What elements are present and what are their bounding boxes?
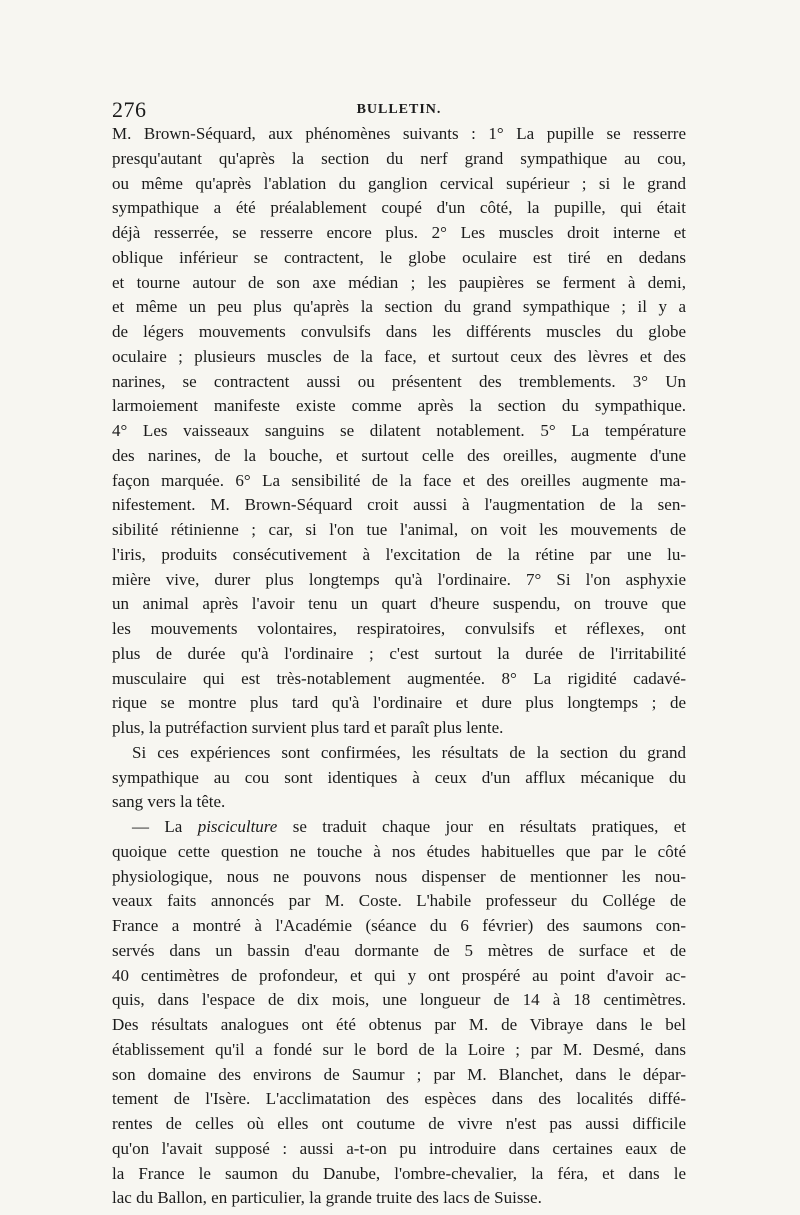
emphasis-pisciculture: pisciculture (197, 817, 278, 836)
text-line: 4° Les vaisseaux sanguins se dilatent notablement. 5° La température (112, 421, 686, 440)
text-line: ou même qu'après l'ablation du ganglion cervical supérieur ; si le grand (112, 173, 686, 193)
text-run: se traduit chaque jour en résultats pratiques, et (277, 817, 686, 836)
paragraph-conclusion (112, 741, 686, 815)
page-number: 276 (112, 97, 147, 122)
text-line: rique se montre plus tard qu'à l'ordinaire et dure plus longtemps ; de (112, 693, 686, 713)
text-line: lac du Ballon, en particulier, la grande truite des lacs de Suisse. (112, 1188, 542, 1208)
text-line: larmoiement manifeste existe comme après la section du sympathique. (112, 396, 686, 416)
paragraph-pisciculture (112, 815, 686, 1211)
text-line: nifestement. M. Brown-Séquard croit aussi à l'augmentation de la sen- (112, 495, 686, 515)
body-text (112, 122, 686, 1211)
text-line: plus de durée qu'à l'ordinaire ; c'est surtout la durée de l'irritabilité (112, 643, 686, 663)
text-line: Si ces expériences sont confirmées, les résultats de la section du grand (132, 742, 686, 762)
text-line: la France le saumon du Danube, l'ombre-chevalier, la féra, et dans le (112, 1163, 686, 1183)
text-line: physiologique, nous ne pouvons nous dispenser de mentionner les nou- (112, 866, 686, 886)
text-line: sympathique a été préalablement coupé d'un côté, la pupille, qui était (112, 198, 686, 218)
text-line: sibilité rétinienne ; car, si l'on tue l'animal, on voit les mouvements de (112, 520, 686, 539)
text-line: mière vive, durer plus longtemps qu'à l'ordinaire. 7° Si l'on asphyxie (112, 569, 686, 589)
text-line: quis, dans l'espace de dix mois, une longueur de 14 à 18 centimètres. (112, 990, 686, 1010)
text-line: France a montré à l'Académie (séance du 6 février) des saumons con- (112, 916, 686, 935)
text-line: Des résultats analogues ont été obtenus par M. de Vibraye dans le bel (112, 1015, 686, 1034)
text-line: de légers mouvements convulsifs dans les différents muscles du globe (112, 322, 686, 341)
text-line: rentes de celles où elles ont coutume de vivre n'est pas aussi difficile (112, 1114, 686, 1133)
text-line: déjà resserrée, se resserre encore plus. 2° Les muscles droit interne et (112, 223, 686, 242)
text-line: plus, la putréfaction survient plus tard et paraît plus lente. (112, 718, 504, 737)
text-line: sympathique au cou sont identiques à ceux d'un afflux mécanique du (112, 767, 686, 787)
text-line: oculaire ; plusieurs muscles de la face, et surtout ceux des lèvres et des (112, 346, 686, 366)
text-line: des narines, de la bouche, et surtout celle des oreilles, augmente d'une (112, 445, 686, 465)
text-line: oblique inférieur se contractent, le globe oculaire est tiré en dedans (112, 247, 686, 267)
text-line: qu'on l'avait supposé : aussi a-t-on pu introduire dans certaines eaux de (112, 1138, 686, 1158)
text-line: façon marquée. 6° La sensibilité de la face et des oreilles augmente ma- (112, 470, 686, 490)
text-line: son domaine des environs de Saumur ; par M. Blanchet, dans le dépar- (112, 1064, 686, 1084)
paragraph-brown-sequard (112, 122, 686, 741)
text-line: l'iris, produits consécutivement à l'excitation de la rétine par une lu- (112, 544, 686, 564)
text-line: les mouvements volontaires, respiratoires, convulsifs et réflexes, ont (112, 619, 686, 638)
running-title: BULLETIN. (356, 102, 442, 117)
text-line: tement de l'Isère. L'acclimatation des espèces dans des localités diffé- (112, 1089, 686, 1109)
text-line: quoique cette question ne touche à nos études habituelles que par le côté (112, 841, 686, 861)
text-line: presqu'autant qu'après la section du nerf grand sympathique au cou, (112, 148, 686, 168)
running-head (112, 96, 686, 124)
text-line: musculaire qui est très-notablement augmentée. 8° La rigidité cadavé- (112, 668, 686, 688)
text-line: veaux faits annoncés par M. Coste. L'habile professeur du Collége de (112, 891, 686, 911)
text-line-first (112, 815, 686, 840)
text-line: narines, se contractent aussi ou présentent des tremblements. 3° Un (112, 371, 686, 391)
text-run: — La (132, 817, 198, 836)
text-line: 40 centimètres de profondeur, et qui y ont prospéré au point d'avoir ac- (112, 965, 686, 985)
text-line: M. Brown-Séquard, aux phénomènes suivants : 1° La pupille se resserre (112, 124, 686, 143)
text-line: servés dans un bassin d'eau dormante de 5 mètres de surface et de (112, 940, 686, 960)
text-line: et tourne autour de son axe médian ; les paupières se ferment à demi, (112, 272, 686, 292)
text-line: et même un peu plus qu'après la section du grand sympathique ; il y a (112, 297, 686, 317)
text-line: sang vers la tête. (112, 792, 226, 812)
text-line: un animal après l'avoir tenu un quart d'heure suspendu, on trouve que (112, 594, 686, 614)
text-line: établissement qu'il a fondé sur le bord de la Loire ; par M. Desmé, dans (112, 1039, 686, 1059)
